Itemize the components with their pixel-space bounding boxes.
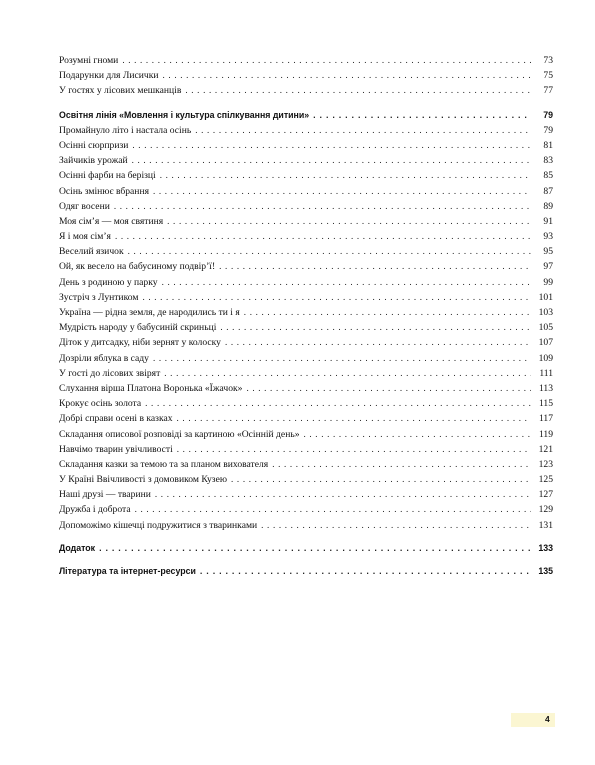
toc-entry[interactable]	[59, 123, 553, 138]
toc-entry-page: 115	[538, 398, 553, 410]
dot-leader	[162, 275, 531, 290]
toc-entry-title: Література та інтернет-ресурси	[59, 566, 196, 576]
toc-entry[interactable]	[59, 244, 553, 259]
toc-entry[interactable]	[59, 290, 553, 305]
dot-leader	[244, 305, 531, 320]
toc-entry[interactable]	[59, 502, 553, 517]
toc-entry-title: Допоможімо кішечці подружитися з тваринками	[59, 519, 258, 531]
toc-entry-title: Складання казки за темою та за планом вихователя	[59, 458, 269, 470]
toc-entry-page: 79	[543, 124, 553, 136]
toc-entry-title: День з родиною у парку	[59, 276, 158, 288]
toc-entry-page: 85	[543, 170, 553, 182]
toc-entry-page: 113	[538, 382, 553, 394]
dot-leader	[261, 518, 531, 533]
spacer	[59, 556, 553, 564]
toc-entry-page: 101	[538, 291, 553, 303]
toc-entry[interactable]	[59, 153, 553, 168]
toc-entry-page: 73	[543, 55, 553, 66]
dot-leader	[185, 83, 531, 98]
toc-entry-title: Дружба і доброта	[59, 504, 131, 516]
toc-entry[interactable]	[59, 199, 553, 214]
toc-entry-page: 89	[543, 200, 553, 212]
toc-appendix[interactable]	[59, 541, 553, 556]
toc-entry-title: Осінь змінює вбрання	[59, 185, 149, 197]
toc-entry-title: Зустріч з Лунтиком	[59, 291, 139, 303]
toc-entry-page: 75	[543, 70, 553, 82]
toc-entry[interactable]	[59, 411, 553, 426]
toc-entry[interactable]	[59, 138, 553, 153]
toc-entry-title: Україна — рідна земля, де народились ти і я	[59, 307, 240, 318]
dot-leader	[195, 123, 531, 138]
toc-entry[interactable]	[59, 320, 553, 335]
page-number: 4	[545, 714, 550, 724]
toc-entry-page: 81	[543, 139, 553, 151]
toc-section-heading[interactable]	[59, 108, 553, 123]
toc-entry-title: У гостях у лісових мешканців	[59, 85, 182, 97]
spacer	[59, 99, 553, 108]
toc-entry[interactable]	[59, 335, 553, 350]
toc-entry-page: 121	[538, 443, 553, 455]
toc-entry[interactable]	[59, 427, 553, 442]
dot-leader	[135, 502, 531, 517]
dot-leader	[246, 381, 531, 396]
dot-leader	[167, 214, 531, 229]
toc-entry[interactable]	[59, 53, 553, 68]
toc-entry[interactable]	[59, 472, 553, 487]
toc-entry-title: Дозріли яблука в саду	[59, 352, 149, 364]
toc-entry-title: Моя сім’я — моя святиня	[59, 215, 164, 227]
toc-entry[interactable]	[59, 487, 553, 502]
toc-entry-title: Освітня лінія «Мовлення і культура спілкування дитини»	[59, 109, 310, 120]
dot-leader	[304, 427, 532, 442]
toc-entry-page: 135	[538, 566, 553, 576]
toc-entry-page: 83	[543, 155, 553, 167]
dot-leader	[200, 564, 531, 579]
toc-entry[interactable]	[59, 351, 553, 366]
toc-entry-page: 105	[538, 322, 553, 334]
toc-entry-title: Крокує осінь золота	[59, 398, 142, 410]
toc-entry-title: У Країні Ввічливості з домовиком Кузею	[59, 474, 228, 486]
toc-entry[interactable]	[59, 275, 553, 290]
toc-entry[interactable]	[59, 83, 553, 98]
toc-entry-page: 109	[538, 352, 553, 364]
dot-leader	[128, 244, 531, 259]
dot-leader	[164, 366, 531, 381]
dot-leader	[219, 259, 531, 274]
toc-entry-title: Наші друзі — тварини	[59, 489, 151, 501]
toc-entry-title: Осінні сюрпризи	[59, 139, 129, 151]
toc-group-intro	[59, 53, 553, 99]
toc-entry[interactable]	[59, 229, 553, 244]
toc-entry-page: 131	[538, 519, 553, 531]
dot-leader	[153, 184, 531, 199]
toc-entry-page: 111	[539, 367, 553, 379]
toc-entry-title: Подарунки для Лисички	[59, 70, 159, 82]
toc-entry-title: Одяг восени	[59, 200, 110, 212]
toc-entry-title: Мудрість народу у бабусиній скриньці	[59, 322, 217, 334]
dot-leader	[160, 168, 531, 183]
table-of-contents	[59, 53, 553, 579]
toc-entry-title: Веселий язичок	[59, 246, 124, 258]
toc-entry-title: Навчімо тварин увічливості	[59, 443, 173, 455]
toc-entry-page: 129	[538, 504, 553, 516]
toc-entry-title: Ой, як весело на бабусиному подвір’ї!	[59, 261, 216, 273]
toc-entry-page: 79	[543, 109, 553, 120]
dot-leader	[272, 457, 531, 472]
toc-entry-title: Промайнуло літо і настала осінь	[59, 124, 192, 136]
toc-entry-title: Розумні гноми	[59, 55, 119, 66]
toc-entry[interactable]	[59, 518, 553, 533]
dot-leader	[115, 229, 531, 244]
toc-references[interactable]	[59, 564, 553, 579]
dot-leader	[163, 68, 531, 83]
toc-entry[interactable]	[59, 259, 553, 274]
toc-entry-title: Я і моя сім’я	[59, 231, 111, 243]
toc-entry-page: 91	[543, 215, 553, 227]
dot-leader	[132, 153, 531, 168]
dot-leader	[155, 487, 531, 502]
toc-entry-page: 117	[538, 413, 553, 425]
toc-entry-page: 119	[538, 428, 553, 440]
dot-leader	[177, 411, 531, 426]
toc-entry-title: Зайчиків урожай	[59, 155, 128, 167]
toc-entry-page: 103	[538, 307, 553, 318]
dot-leader	[220, 320, 531, 335]
toc-entry[interactable]	[59, 457, 553, 472]
toc-entry[interactable]	[59, 381, 553, 396]
toc-entry-page: 107	[538, 337, 553, 349]
toc-entry-title: Добрі справи осені в казках	[59, 413, 173, 425]
toc-entry-title: Діток у дитсадку, ніби зернят у колоску	[59, 337, 221, 349]
dot-leader	[132, 138, 531, 153]
toc-entry-page: 93	[543, 231, 553, 243]
toc-entry-page: 97	[543, 261, 553, 273]
dot-leader	[231, 472, 531, 487]
toc-entry-page: 99	[543, 276, 553, 288]
toc-entry-page: 95	[543, 246, 553, 258]
toc-entry[interactable]	[59, 168, 553, 183]
dot-leader	[114, 199, 531, 214]
toc-entry-title: У гості до лісових звірят	[59, 367, 161, 379]
toc-entry-page: 87	[543, 185, 553, 197]
toc-entry-page: 127	[538, 489, 553, 501]
dot-leader	[145, 396, 531, 411]
toc-entry-page: 133	[538, 542, 553, 553]
dot-leader	[313, 108, 531, 123]
toc-entry-page: 125	[538, 474, 553, 486]
dot-leader	[122, 53, 531, 68]
dot-leader	[153, 351, 531, 366]
toc-entry-page: 123	[538, 458, 553, 470]
dot-leader	[99, 541, 531, 556]
toc-entry[interactable]	[59, 396, 553, 411]
toc-entry-title: Слухання вірша Платона Воронька «Їжачок»	[59, 382, 243, 394]
spacer	[59, 533, 553, 541]
toc-entry[interactable]	[59, 305, 553, 320]
toc-entry-title: Додаток	[59, 542, 96, 553]
toc-entry-title: Осінні фарби на берізці	[59, 170, 156, 182]
toc-entry[interactable]	[59, 68, 553, 83]
toc-entry-title: Складання описової розповіді за картиною «Осінній день»	[59, 428, 300, 440]
toc-entry[interactable]	[59, 214, 553, 229]
dot-leader	[225, 335, 531, 350]
toc-entry[interactable]	[59, 184, 553, 199]
toc-entry-page: 77	[543, 85, 553, 97]
toc-entry[interactable]	[59, 366, 553, 381]
toc-entry[interactable]	[59, 442, 553, 457]
dot-leader	[177, 442, 531, 457]
toc-group-speech	[59, 123, 553, 533]
dot-leader	[142, 290, 531, 305]
